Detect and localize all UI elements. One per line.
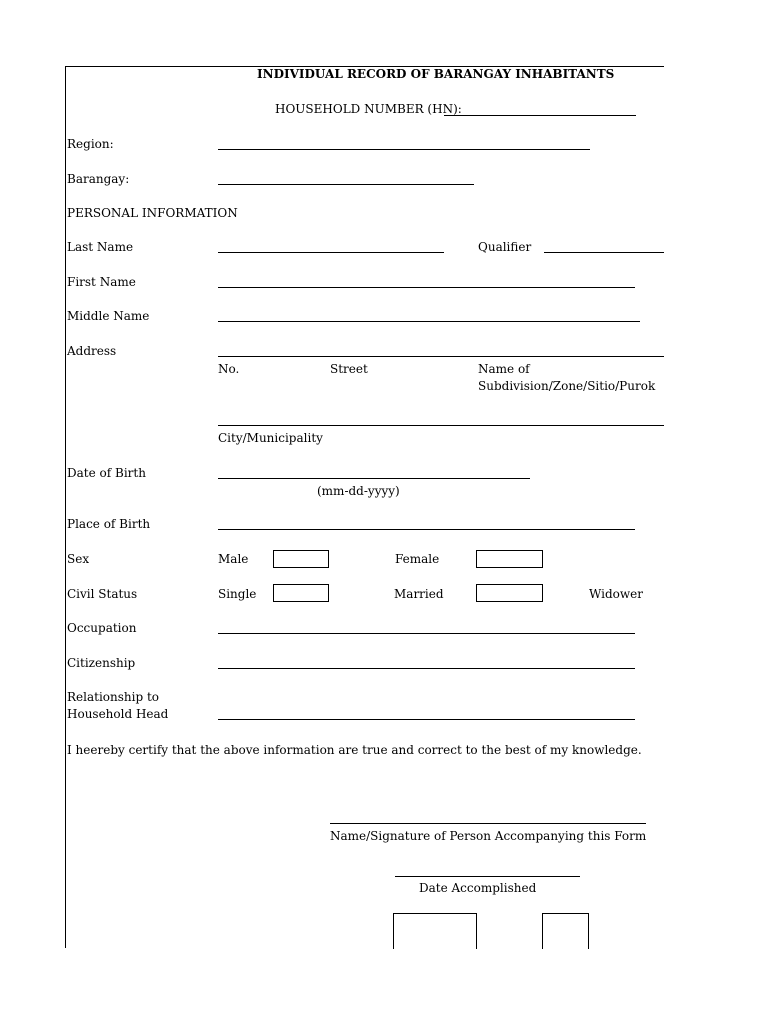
signature-label: Name/Signature of Person Accompanying this Form: [330, 829, 647, 843]
citizenship-label: Citizenship: [67, 656, 136, 670]
citizenship-field[interactable]: [218, 668, 635, 669]
barangay-field[interactable]: [218, 184, 474, 185]
sex-female-label: Female: [395, 552, 440, 566]
thumbmark-box-right[interactable]: [542, 913, 589, 949]
form-title: INDIVIDUAL RECORD OF BARANGAY INHABITANTS: [257, 67, 615, 81]
sex-label: Sex: [67, 552, 90, 566]
address-line-2-field[interactable]: [218, 425, 664, 426]
sex-female-checkbox[interactable]: [476, 550, 543, 568]
middle-name-label: Middle Name: [67, 309, 150, 323]
qualifier-label: Qualifier: [478, 240, 532, 254]
place-of-birth-field[interactable]: [218, 529, 635, 530]
address-street-caption: Street: [330, 362, 368, 376]
middle-name-field[interactable]: [218, 321, 640, 322]
civil-status-label: Civil Status: [67, 587, 138, 601]
date-accomplished-label: Date Accomplished: [419, 881, 537, 895]
occupation-field[interactable]: [218, 633, 635, 634]
address-subdivision-caption: Subdivision/Zone/Sitio/Purok: [478, 379, 656, 393]
address-label: Address: [67, 344, 117, 358]
civil-married-checkbox[interactable]: [476, 584, 543, 602]
address-no-caption: No.: [218, 362, 240, 376]
address-line-1-field[interactable]: [218, 356, 664, 357]
last-name-label: Last Name: [67, 240, 134, 254]
sex-male-label: Male: [218, 552, 249, 566]
last-name-field[interactable]: [218, 252, 444, 253]
barangay-label: Barangay:: [67, 172, 130, 186]
occupation-label: Occupation: [67, 621, 137, 635]
certification-statement: I heereby certify that the above information are true and correct to the best of my knowledge.: [67, 743, 642, 757]
first-name-field[interactable]: [218, 287, 635, 288]
civil-married-label: Married: [394, 587, 444, 601]
region-field[interactable]: [218, 149, 590, 150]
signature-field[interactable]: [330, 823, 646, 824]
civil-widower-label: Widower: [589, 587, 643, 601]
household-number-field[interactable]: [444, 115, 636, 116]
address-name-of-caption: Name of: [478, 362, 530, 376]
address-city-caption: City/Municipality: [218, 431, 323, 445]
relationship-field[interactable]: [218, 719, 635, 720]
relationship-label-line-1: Relationship to: [67, 690, 160, 704]
date-of-birth-field[interactable]: [218, 478, 530, 479]
qualifier-field[interactable]: [544, 252, 664, 253]
first-name-label: First Name: [67, 275, 136, 289]
date-accomplished-field[interactable]: [395, 876, 580, 877]
household-number-label: HOUSEHOLD NUMBER (HN):: [275, 102, 462, 116]
thumbmark-box-left[interactable]: [393, 913, 477, 949]
form-left-border: [65, 66, 66, 948]
civil-single-label: Single: [218, 587, 257, 601]
place-of-birth-label: Place of Birth: [67, 517, 151, 531]
date-of-birth-label: Date of Birth: [67, 466, 146, 480]
personal-information-heading: PERSONAL INFORMATION: [67, 206, 238, 220]
relationship-label-line-2: Household Head: [67, 707, 169, 721]
civil-single-checkbox[interactable]: [273, 584, 329, 602]
sex-male-checkbox[interactable]: [273, 550, 329, 568]
date-of-birth-format: (mm-dd-yyyy): [317, 484, 400, 498]
region-label: Region:: [67, 137, 114, 151]
